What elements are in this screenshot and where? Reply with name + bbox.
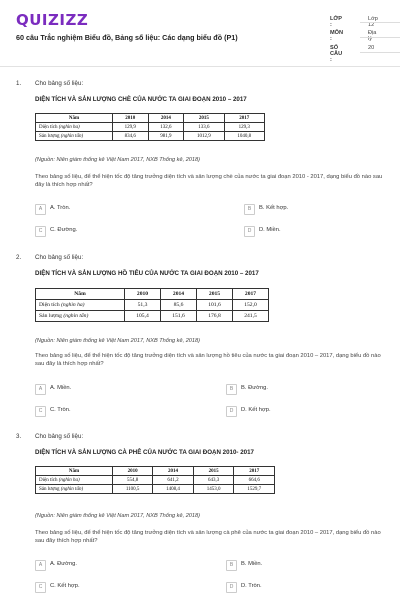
table-source: (Nguồn: Niên giám thống kê Việt Nam 2017, NXB Thống kê, 2018) (35, 513, 201, 519)
option-text: B. Đường. (241, 385, 269, 391)
option-key: A (35, 204, 46, 215)
table-title: DIỆN TÍCH VÀ SẢN LƯỢNG HỒ TIÊU CỦA NƯỚC TA GIAI ĐOẠN 2010 – 2017 (35, 270, 259, 277)
option-text: B. Miền. (241, 561, 263, 567)
table-row (36, 476, 275, 485)
question-intro: Cho bảng số liệu: (35, 254, 84, 261)
option-key: C (35, 582, 46, 593)
table-cell: 664,6 (234, 476, 275, 485)
count-value: 20 (368, 45, 375, 51)
table-cell: 241,5 (233, 311, 269, 322)
option-text: C. Tròn. (50, 407, 71, 413)
option-text: C. Đường. (50, 227, 78, 233)
table-header-cell: 2015 (193, 467, 234, 476)
table-header-cell: 2017 (233, 289, 269, 300)
row-label: Sản lượng (nghìn tấn) (36, 132, 113, 141)
table-cell: 176,8 (197, 311, 233, 322)
subject-value: Địa lý (368, 30, 377, 42)
worksheet-title: 60 câu Trắc nghiệm Biểu đồ, Bảng số liệu: Các dạng biểu đồ (P1) (16, 33, 238, 42)
table-header-row (36, 289, 269, 300)
row-label: Sản lượng (nghìn tấn) (36, 485, 113, 494)
question-number: 1. (16, 80, 22, 87)
data-table (35, 288, 269, 322)
table-cell: 1453,0 (193, 485, 234, 494)
row-label: Diện tích (nghìn ha) (36, 300, 125, 311)
table-cell: 51,3 (125, 300, 161, 311)
option-key: B (226, 384, 237, 395)
option-key: D (226, 406, 237, 417)
quizizz-logo: QUIZIZZ (16, 11, 89, 29)
table-header-row (36, 467, 275, 476)
option-key: C (35, 406, 46, 417)
question-stem: Theo bảng số liệu, để thể hiện tốc độ tăng trưởng diện tích và sản lượng chè của nước ta giai đoạn 2010 - 2017, dạng biểu đồ nào sau đây là thích hợp nhất? (35, 174, 383, 188)
option-text: C. Kết hợp. (50, 583, 80, 589)
option-key: C (35, 226, 46, 237)
question-stem: Theo bảng số liệu, để thể hiện tốc độ tăng trưởng diện tích và sản lượng hồ tiêu của nước ta giai đoạn 2010 – 2017, dạng biểu đồ nào sau đây là thích hợp nhất? (35, 353, 381, 367)
option-key: B (226, 560, 237, 571)
table-header-cell: 2015 (184, 114, 224, 123)
row-label: Sản lượng (nghìn tấn) (36, 311, 125, 322)
table-cell: 1529,7 (234, 485, 275, 494)
data-table (35, 113, 265, 141)
table-header-cell: 2010 (125, 289, 161, 300)
table-title: DIỆN TÍCH VÀ SẢN LƯỢNG CÀ PHÊ CỦA NƯỚC TA GIAI ĐOẠN 2010- 2017 (35, 449, 254, 456)
table-row (36, 132, 265, 141)
option-text: B. Kết hợp. (259, 205, 289, 211)
table-cell: 1012,9 (184, 132, 224, 141)
table-cell: 101,6 (197, 300, 233, 311)
class-value: Lớp 12 (368, 16, 378, 28)
table-header-cell: Năm (36, 467, 113, 476)
row-label: Diện tích (nghìn ha) (36, 123, 113, 132)
question-intro: Cho bảng số liệu: (35, 80, 84, 87)
option-text: D. Kết hợp. (241, 407, 271, 413)
meta-divider (360, 22, 400, 23)
table-cell: 85,6 (161, 300, 197, 311)
option-text: D. Tròn. (241, 583, 262, 589)
option-text: D. Miền. (259, 227, 281, 233)
table-header-cell: 2010 (113, 114, 149, 123)
question-number: 3. (16, 433, 22, 440)
table-cell: 133,6 (184, 123, 224, 132)
meta-divider (360, 52, 400, 53)
table-header-cell: 2010 (113, 467, 153, 476)
table-header-row (36, 114, 265, 123)
table-row (36, 123, 265, 132)
row-label: Diện tích (nghìn ha) (36, 476, 113, 485)
table-header-cell: 2014 (148, 114, 184, 123)
meta-divider (360, 37, 400, 38)
table-row (36, 311, 269, 322)
option-text: A. Tròn. (50, 205, 71, 211)
option-text: A. Miền. (50, 385, 72, 391)
table-source: (Nguồn: Niên giám thống kê Việt Nam 2017, NXB Thống kê, 2018) (35, 338, 201, 344)
question-number: 2. (16, 254, 22, 261)
table-header-cell: 2017 (234, 467, 275, 476)
table-cell: 834,6 (113, 132, 149, 141)
table-cell: 152,0 (233, 300, 269, 311)
class-label: LỚP : (330, 16, 342, 28)
table-cell: 129,9 (113, 123, 149, 132)
option-key: D (226, 582, 237, 593)
option-key: A (35, 384, 46, 395)
question-stem: Theo bảng số liệu, để thể hiện tốc độ tăng trưởng diện tích và sản lượng cà phê của nước ta giai đoạn 2010 – 2017, dạng biểu đồ nào sau đây thích hợp nhất? (35, 530, 381, 544)
table-header-cell: 2015 (197, 289, 233, 300)
question-intro: Cho bảng số liệu: (35, 433, 84, 440)
table-cell: 151,6 (161, 311, 197, 322)
table-cell: 132,6 (148, 123, 184, 132)
table-cell: 981,9 (148, 132, 184, 141)
data-table (35, 466, 275, 494)
option-key: B (244, 204, 255, 215)
table-cell: 129,3 (224, 123, 264, 132)
count-label: SỐ CÂU : (330, 45, 343, 63)
table-title: DIỆN TÍCH VÀ SẢN LƯỢNG CHÈ CỦA NƯỚC TA GIAI ĐOẠN 2010 – 2017 (35, 96, 247, 103)
table-header-cell: 2014 (161, 289, 197, 300)
table-cell: 1040,8 (224, 132, 264, 141)
table-cell: 641,2 (153, 476, 194, 485)
table-header-cell: 2017 (224, 114, 264, 123)
option-text: A. Đường. (50, 561, 78, 567)
table-header-cell: 2014 (153, 467, 194, 476)
worksheet-header (0, 0, 400, 66)
option-key: D (244, 226, 255, 237)
table-header-cell: Năm (36, 289, 125, 300)
table-cell: 105,4 (125, 311, 161, 322)
table-cell: 1408,4 (153, 485, 194, 494)
table-row (36, 485, 275, 494)
header-divider (0, 66, 400, 67)
table-cell: 1100,5 (113, 485, 153, 494)
table-source: (Nguồn: Niên giám thống kê Việt Nam 2017, NXB Thống kê, 2018) (35, 157, 201, 163)
option-key: A (35, 560, 46, 571)
table-row (36, 300, 269, 311)
table-cell: 554,8 (113, 476, 153, 485)
table-cell: 643,3 (193, 476, 234, 485)
table-header-cell: Năm (36, 114, 113, 123)
subject-label: MÔN : (330, 30, 344, 42)
